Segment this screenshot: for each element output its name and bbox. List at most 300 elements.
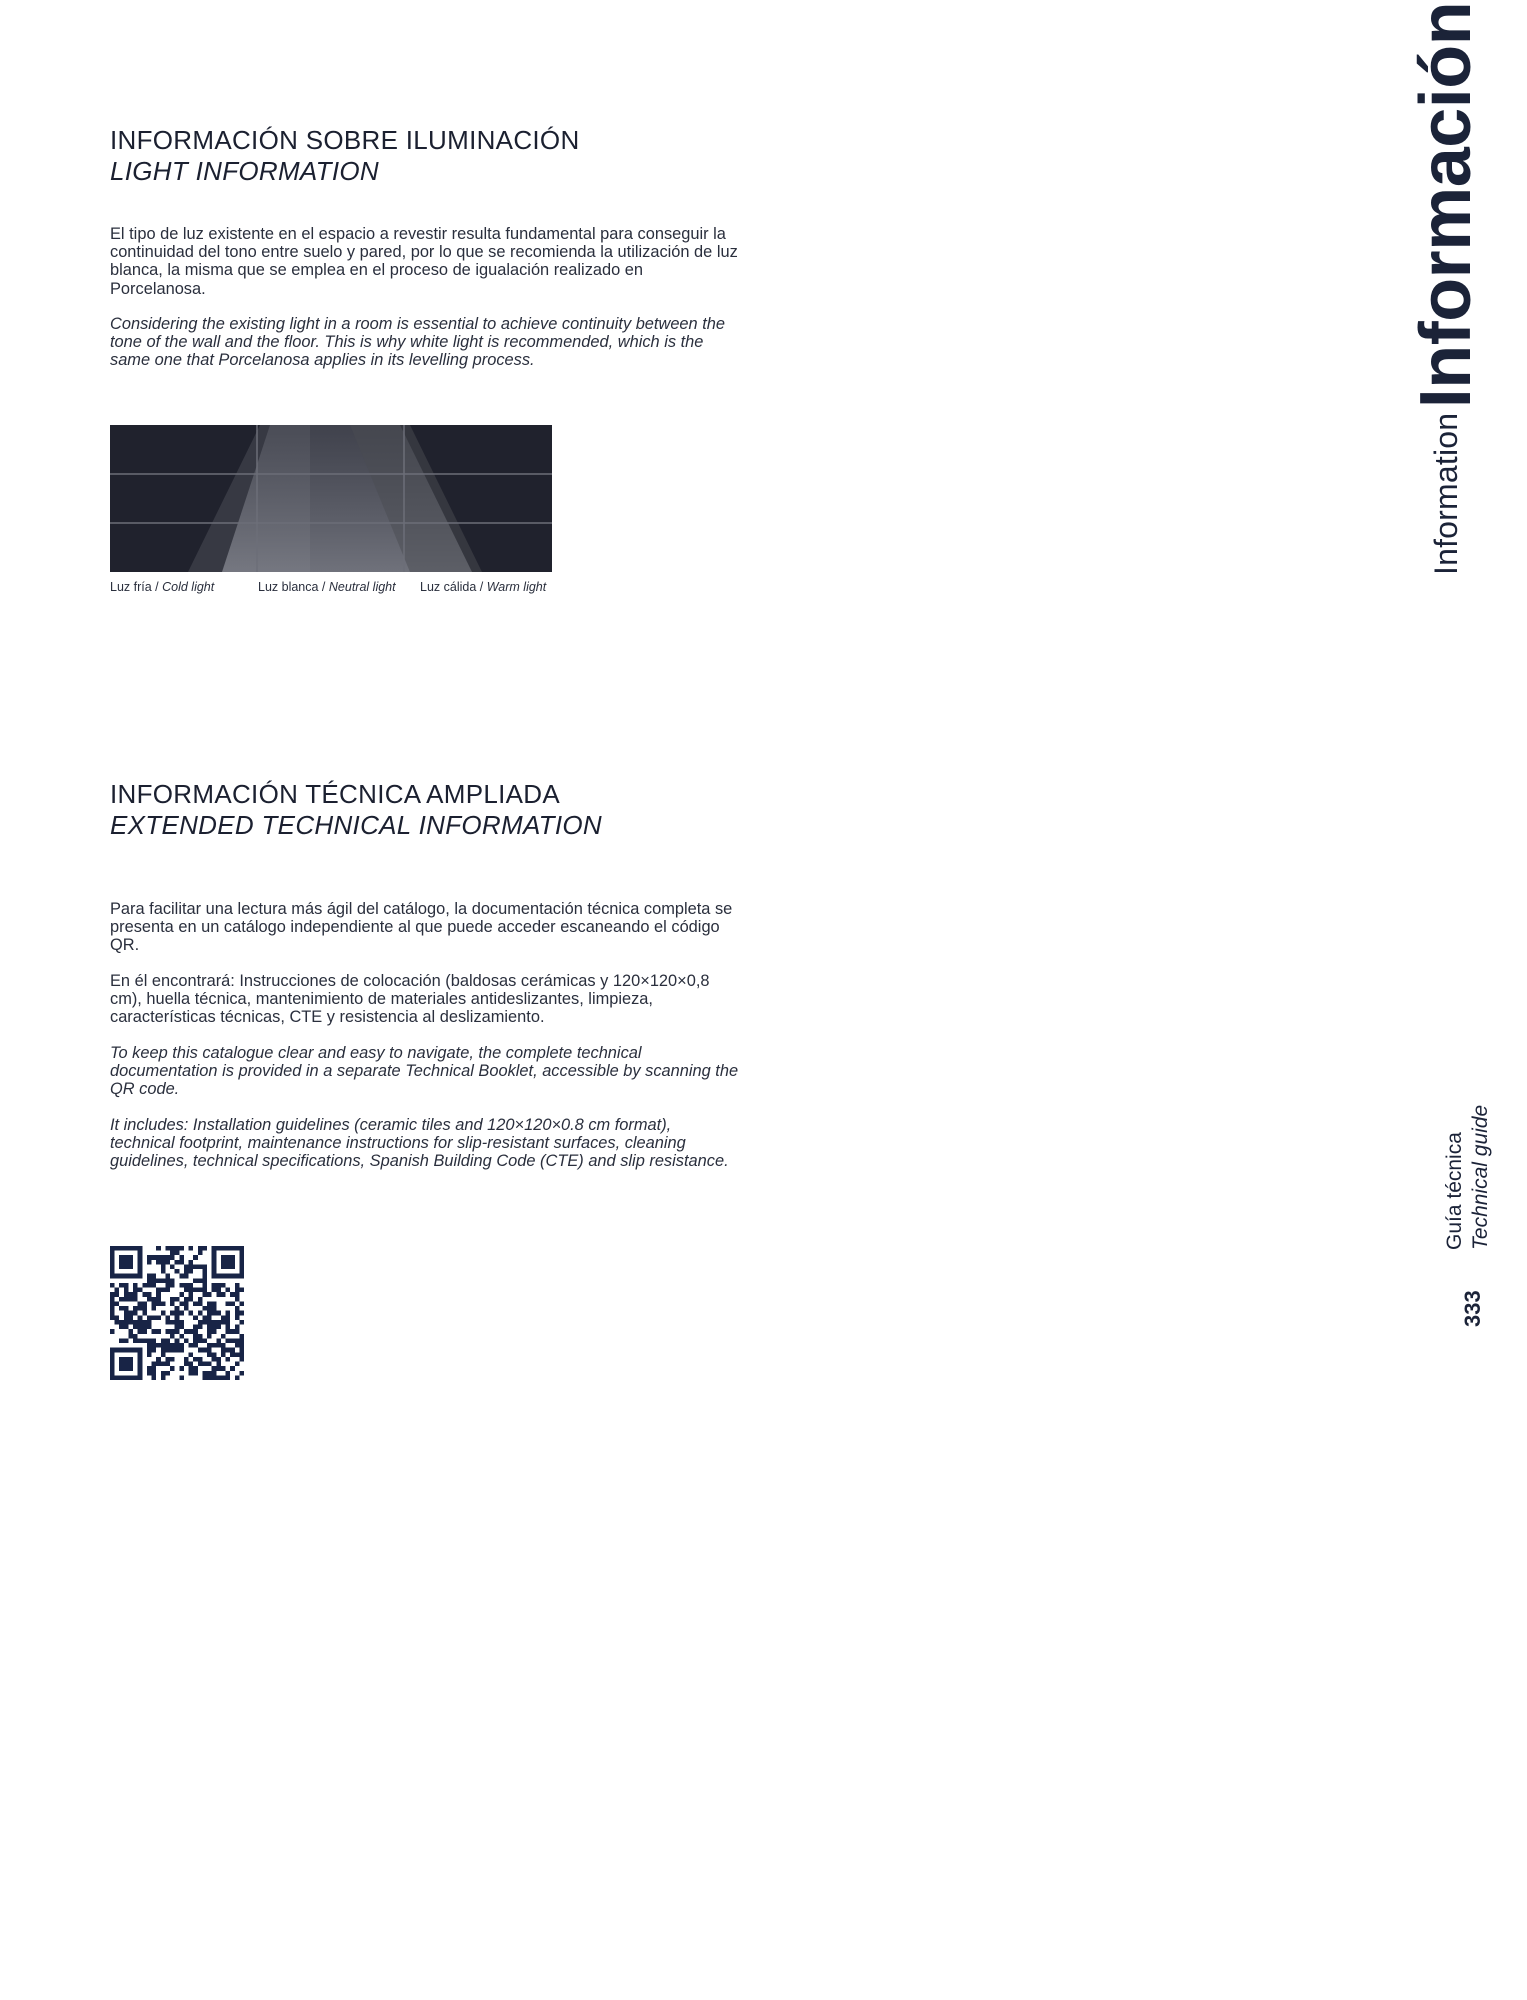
qr-module — [193, 1334, 198, 1339]
qr-module — [207, 1301, 212, 1306]
qr-module — [207, 1311, 212, 1316]
qr-module — [133, 1283, 138, 1288]
qr-module — [147, 1260, 152, 1265]
qr-module — [161, 1375, 166, 1380]
qr-module — [226, 1301, 231, 1306]
qr-module — [221, 1343, 226, 1348]
qr-module — [189, 1283, 194, 1288]
qr-module — [156, 1297, 161, 1302]
qr-module — [179, 1343, 184, 1348]
qr-module — [198, 1264, 203, 1269]
qr-module — [179, 1260, 184, 1265]
qr-module — [235, 1306, 240, 1311]
qr-module — [147, 1366, 152, 1371]
qr-finder — [110, 1348, 115, 1380]
qr-module — [124, 1320, 129, 1325]
qr-module — [184, 1283, 189, 1288]
qr-module — [165, 1255, 170, 1260]
qr-module — [161, 1301, 166, 1306]
qr-module — [230, 1301, 235, 1306]
qr-finder — [110, 1246, 142, 1251]
qr-finder — [221, 1255, 235, 1269]
qr-module — [216, 1362, 221, 1367]
qr-module — [184, 1274, 189, 1279]
qr-module — [119, 1325, 124, 1330]
qr-finder — [212, 1274, 244, 1279]
qr-finder — [138, 1348, 143, 1380]
qr-module — [207, 1348, 212, 1353]
qr-module — [147, 1315, 152, 1320]
qr-module — [198, 1251, 203, 1256]
qr-module — [170, 1264, 175, 1269]
qr-module — [124, 1292, 129, 1297]
qr-module — [147, 1371, 152, 1376]
qr-module — [239, 1301, 244, 1306]
qr-module — [147, 1343, 152, 1348]
qr-module — [239, 1338, 244, 1343]
qr-finder — [212, 1246, 217, 1278]
qr-module — [128, 1311, 133, 1316]
lighting-body-es: El tipo de luz existente en el espacio a revestir resulta fundamental para conseguir la continuidad del tono entre suelo y pared, por lo que se recomienda la utilización de luz blanca, la misma que se emplea en el proceso de igualación realizado en Porcelanosa. — [110, 225, 738, 298]
qr-module — [202, 1264, 207, 1269]
qr-module — [124, 1288, 129, 1293]
caption-cold-en: Cold light — [162, 580, 215, 594]
qr-module — [170, 1301, 175, 1306]
qr-module — [207, 1352, 212, 1357]
qr-module — [202, 1274, 207, 1279]
qr-module — [156, 1315, 161, 1320]
qr-module — [193, 1278, 198, 1283]
qr-module — [202, 1269, 207, 1274]
qr-module — [142, 1325, 147, 1330]
qr-module — [133, 1292, 138, 1297]
qr-module — [175, 1297, 180, 1302]
qr-module — [193, 1255, 198, 1260]
qr-module — [198, 1288, 203, 1293]
qr-module — [239, 1352, 244, 1357]
qr-module — [198, 1338, 203, 1343]
qr-module — [124, 1283, 129, 1288]
qr-module — [161, 1269, 166, 1274]
qr-module — [226, 1325, 231, 1330]
qr-module — [170, 1283, 175, 1288]
qr-module — [212, 1371, 217, 1376]
qr-module — [239, 1357, 244, 1362]
qr-module — [165, 1348, 170, 1353]
qr-module — [226, 1329, 231, 1334]
qr-module — [193, 1329, 198, 1334]
qr-module — [216, 1288, 221, 1293]
qr-module — [147, 1297, 152, 1302]
qr-module — [142, 1283, 147, 1288]
qr-module — [239, 1371, 244, 1376]
caption-cold-light — [110, 580, 214, 594]
qr-module — [184, 1306, 189, 1311]
qr-module — [128, 1315, 133, 1320]
side-guide-label — [1442, 1105, 1502, 1250]
qr-module — [202, 1292, 207, 1297]
qr-module — [165, 1278, 170, 1283]
qr-module — [179, 1366, 184, 1371]
qr-module — [128, 1334, 133, 1339]
qr-module — [161, 1362, 166, 1367]
qr-module — [124, 1338, 129, 1343]
qr-module — [170, 1251, 175, 1256]
qr-module — [207, 1334, 212, 1339]
qr-module — [239, 1288, 244, 1293]
qr-module — [161, 1352, 166, 1357]
qr-module — [170, 1320, 175, 1325]
lighting-heading-es: INFORMACIÓN SOBRE ILUMINACIÓN — [110, 125, 580, 155]
qr-module — [226, 1315, 231, 1320]
qr-module — [152, 1362, 157, 1367]
qr-module — [235, 1315, 240, 1320]
technical-p2-en: It includes: Installation guidelines (ceramic tiles and 120×120×0.8 cm format), technical footprint, maintenance instructions for slip-resistant surfaces, cleaning guidelines, technical specifications, Spanish Building Code (CTE) and slip resistance. — [110, 1116, 729, 1171]
qr-module — [161, 1288, 166, 1293]
qr-module — [184, 1357, 189, 1362]
qr-module — [119, 1338, 124, 1343]
qr-module — [161, 1255, 166, 1260]
qr-module — [133, 1334, 138, 1339]
technical-p2-es: En él encontrará: Instrucciones de colocación (baldosas cerámicas y 120×120×0,8 cm), huella técnica, mantenimiento de materiales antideslizantes, limpieza, características técnicas, CTE y resistencia al deslizamiento. — [110, 972, 710, 1027]
qr-module — [235, 1338, 240, 1343]
qr-module — [235, 1362, 240, 1367]
qr-module — [138, 1325, 143, 1330]
qr-module — [147, 1320, 152, 1325]
qr-module — [216, 1292, 221, 1297]
qr-module — [230, 1348, 235, 1353]
qr-module — [124, 1297, 129, 1302]
qr-module — [207, 1371, 212, 1376]
qr-module — [179, 1283, 184, 1288]
qr-module — [152, 1315, 157, 1320]
qr-module — [212, 1325, 217, 1330]
qr-module — [119, 1297, 124, 1302]
qr-module — [152, 1366, 157, 1371]
qr-module — [189, 1288, 194, 1293]
qr-module — [124, 1311, 129, 1316]
qr-module — [230, 1338, 235, 1343]
qr-finder — [110, 1348, 142, 1353]
qr-module — [124, 1325, 129, 1330]
qr-module — [212, 1320, 217, 1325]
qr-module — [152, 1348, 157, 1353]
technical-heading-en: EXTENDED TECHNICAL INFORMATION — [110, 810, 602, 840]
qr-module — [235, 1311, 240, 1316]
qr-module — [202, 1320, 207, 1325]
qr-module — [110, 1301, 115, 1306]
side-title-en: Information — [1428, 412, 1464, 575]
qr-module — [189, 1264, 194, 1269]
qr-module — [193, 1357, 198, 1362]
qr-module — [193, 1371, 198, 1376]
qr-module — [147, 1283, 152, 1288]
qr-module — [221, 1283, 226, 1288]
qr-module — [138, 1338, 143, 1343]
lighting-body-en: Considering the existing light in a room is essential to achieve continuity between the tone of the wall and the floor. This is why white light is recommended, which is the same one that Porcelanosa applies in its levelling process. — [110, 315, 726, 370]
qr-module — [165, 1362, 170, 1367]
qr-module — [198, 1320, 203, 1325]
qr-module — [147, 1338, 152, 1343]
qr-module — [133, 1288, 138, 1293]
qr-module — [152, 1371, 157, 1376]
qr-module — [226, 1320, 231, 1325]
qr-module — [193, 1288, 198, 1293]
qr-module — [230, 1352, 235, 1357]
qr-module — [207, 1375, 212, 1380]
qr-module — [147, 1278, 152, 1283]
qr-module — [230, 1366, 235, 1371]
qr-module — [128, 1297, 133, 1302]
caption-neutral-en: Neutral light — [328, 580, 396, 594]
qr-module — [189, 1246, 194, 1251]
qr-module — [226, 1348, 231, 1353]
qr-module — [142, 1301, 147, 1306]
caption-neutral-es: Luz blanca / — [258, 580, 326, 594]
qr-module — [184, 1362, 189, 1367]
qr-module — [216, 1343, 221, 1348]
qr-module — [235, 1325, 240, 1330]
qr-module — [193, 1366, 198, 1371]
qr-module — [156, 1292, 161, 1297]
qr-module — [170, 1334, 175, 1339]
qr-module — [152, 1338, 157, 1343]
qr-finder — [239, 1246, 244, 1278]
qr-module — [216, 1375, 221, 1380]
qr-module — [193, 1343, 198, 1348]
qr-finder — [119, 1255, 133, 1269]
qr-module — [147, 1348, 152, 1353]
side-title-es: Información — [1406, 1, 1486, 409]
qr-module — [235, 1292, 240, 1297]
qr-module — [184, 1297, 189, 1302]
qr-module — [212, 1375, 217, 1380]
qr-module — [161, 1371, 166, 1376]
qr-module — [147, 1274, 152, 1279]
qr-module — [115, 1320, 120, 1325]
qr-module — [175, 1338, 180, 1343]
technical-p1-en: To keep this catalogue clear and easy to navigate, the complete technical documentation is provided in a separate Technical Booklet, accessible by scanning the QR code. — [110, 1044, 739, 1099]
qr-module — [175, 1251, 180, 1256]
qr-module — [226, 1357, 231, 1362]
qr-module — [184, 1288, 189, 1293]
qr-module — [138, 1329, 143, 1334]
qr-module — [110, 1297, 115, 1302]
qr-module — [207, 1320, 212, 1325]
qr-module — [110, 1315, 115, 1320]
qr-module — [119, 1306, 124, 1311]
lighting-heading-en: LIGHT INFORMATION — [110, 156, 379, 186]
qr-module — [212, 1366, 217, 1371]
guide-es: Guía técnica — [1443, 1132, 1466, 1250]
page-number: 333 — [1460, 1290, 1485, 1327]
guide-en: Technical guide — [1469, 1104, 1492, 1250]
qr-module — [202, 1246, 207, 1251]
qr-module — [175, 1320, 180, 1325]
qr-module — [235, 1297, 240, 1302]
qr-module — [156, 1288, 161, 1293]
qr-module — [202, 1362, 207, 1367]
qr-module — [226, 1288, 231, 1293]
qr-module — [115, 1288, 120, 1293]
qr-module — [184, 1269, 189, 1274]
qr-module — [202, 1371, 207, 1376]
qr-module — [193, 1338, 198, 1343]
qr-module — [235, 1288, 240, 1293]
qr-module — [165, 1283, 170, 1288]
qr-module — [161, 1260, 166, 1265]
qr-module — [179, 1311, 184, 1316]
qr-module — [193, 1301, 198, 1306]
qr-module — [239, 1334, 244, 1339]
qr-module — [175, 1246, 180, 1251]
qr-module — [198, 1348, 203, 1353]
qr-module — [170, 1311, 175, 1316]
qr-module — [175, 1311, 180, 1316]
qr-module — [189, 1371, 194, 1376]
qr-module — [138, 1288, 143, 1293]
qr-module — [142, 1292, 147, 1297]
qr-module — [175, 1325, 180, 1330]
qr-module — [124, 1315, 129, 1320]
qr-module — [161, 1311, 166, 1316]
qr-module — [147, 1255, 152, 1260]
qr-module — [165, 1343, 170, 1348]
qr-module — [189, 1352, 194, 1357]
qr-module — [230, 1292, 235, 1297]
qr-module — [198, 1278, 203, 1283]
technical-heading-es: INFORMACIÓN TÉCNICA AMPLIADA — [110, 779, 560, 809]
qr-finder — [110, 1375, 142, 1380]
qr-module — [165, 1320, 170, 1325]
technical-p1-es: Para facilitar una lectura más ágil del catálogo, la documentación técnica completa se presenta en un catálogo independiente al que puede acceder escaneando el código QR. — [110, 900, 733, 955]
qr-module — [198, 1311, 203, 1316]
qr-module — [202, 1283, 207, 1288]
qr-module — [119, 1283, 124, 1288]
qr-module — [165, 1315, 170, 1320]
qr-module — [226, 1375, 231, 1380]
qr-module — [165, 1329, 170, 1334]
qr-module — [202, 1348, 207, 1353]
qr-module — [110, 1292, 115, 1297]
qr-module — [175, 1306, 180, 1311]
qr-module — [156, 1329, 161, 1334]
qr-module — [189, 1329, 194, 1334]
qr-finder — [138, 1246, 143, 1278]
qr-module — [212, 1283, 217, 1288]
qr-module — [110, 1311, 115, 1316]
qr-module — [133, 1338, 138, 1343]
qr-module — [156, 1357, 161, 1362]
qr-module — [212, 1343, 217, 1348]
qr-module — [216, 1366, 221, 1371]
qr-module — [152, 1283, 157, 1288]
qr-module — [170, 1278, 175, 1283]
qr-module — [165, 1357, 170, 1362]
qr-module — [189, 1362, 194, 1367]
qr-module — [179, 1320, 184, 1325]
qr-module — [216, 1357, 221, 1362]
qr-module — [216, 1338, 221, 1343]
qr-module — [202, 1306, 207, 1311]
qr-module — [142, 1306, 147, 1311]
qr-module — [115, 1301, 120, 1306]
qr-module — [152, 1375, 157, 1380]
qr-module — [128, 1329, 133, 1334]
qr-module — [216, 1311, 221, 1316]
qr-module — [221, 1334, 226, 1339]
qr-module — [152, 1274, 157, 1279]
qr-module — [179, 1301, 184, 1306]
qr-module — [202, 1375, 207, 1380]
qr-module — [184, 1301, 189, 1306]
qr-module — [193, 1325, 198, 1330]
qr-module — [179, 1375, 184, 1380]
qr-module — [184, 1329, 189, 1334]
qr-module — [212, 1288, 217, 1293]
qr-module — [142, 1320, 147, 1325]
qr-module — [156, 1301, 161, 1306]
qr-module — [152, 1297, 157, 1302]
qr-finder — [110, 1246, 115, 1278]
qr-module — [221, 1320, 226, 1325]
qr-module — [198, 1334, 203, 1339]
qr-module — [161, 1343, 166, 1348]
qr-module — [235, 1375, 240, 1380]
qr-module — [170, 1329, 175, 1334]
qr-module — [170, 1255, 175, 1260]
qr-module — [198, 1362, 203, 1367]
qr-module — [152, 1343, 157, 1348]
qr-code[interactable] — [110, 1246, 244, 1380]
qr-module — [207, 1315, 212, 1320]
qr-module — [226, 1311, 231, 1316]
qr-module — [152, 1278, 157, 1283]
qr-module — [110, 1306, 115, 1311]
qr-module — [110, 1283, 115, 1288]
qr-module — [193, 1315, 198, 1320]
qr-module — [189, 1343, 194, 1348]
qr-module — [165, 1260, 170, 1265]
qr-module — [161, 1348, 166, 1353]
qr-module — [198, 1325, 203, 1330]
qr-module — [235, 1329, 240, 1334]
qr-module — [133, 1297, 138, 1302]
qr-module — [175, 1269, 180, 1274]
qr-module — [133, 1320, 138, 1325]
qr-module — [212, 1311, 217, 1316]
qr-module — [179, 1255, 184, 1260]
qr-module — [133, 1306, 138, 1311]
qr-module — [156, 1246, 161, 1251]
qr-module — [156, 1362, 161, 1367]
qr-module — [170, 1348, 175, 1353]
qr-module — [142, 1311, 147, 1316]
qr-module — [207, 1362, 212, 1367]
qr-module — [221, 1352, 226, 1357]
qr-module — [202, 1315, 207, 1320]
qr-module — [170, 1343, 175, 1348]
qr-module — [124, 1306, 129, 1311]
qr-module — [165, 1371, 170, 1376]
qr-module — [179, 1274, 184, 1279]
qr-module — [175, 1260, 180, 1265]
qr-module — [156, 1278, 161, 1283]
qr-module — [128, 1292, 133, 1297]
qr-module — [198, 1246, 203, 1251]
qr-module — [138, 1315, 143, 1320]
qr-module — [235, 1352, 240, 1357]
